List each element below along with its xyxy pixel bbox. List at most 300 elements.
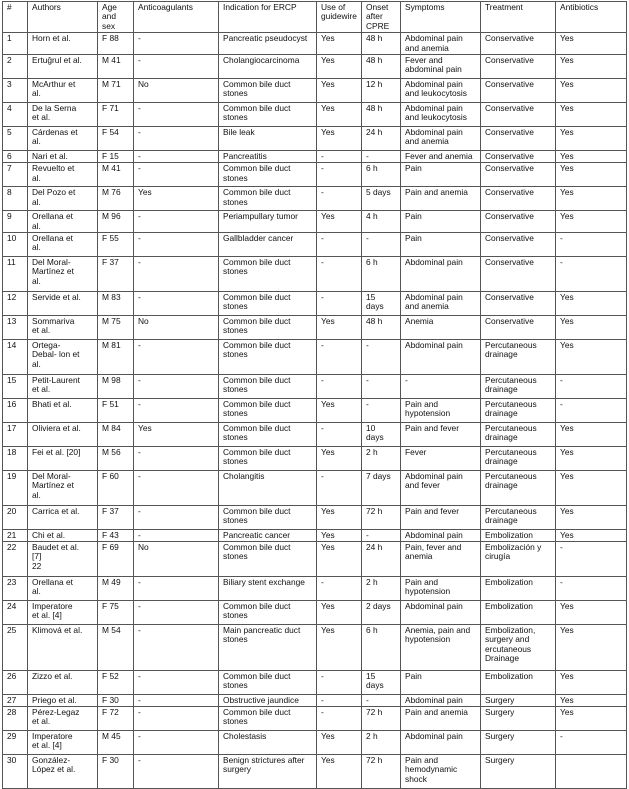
cell-symptoms: Pain	[401, 163, 481, 187]
cell-onset: -	[362, 529, 401, 541]
table-row	[3, 102, 627, 126]
cell-symptoms: Pain and anemia	[401, 187, 481, 211]
cell-age-sex: F 71	[98, 102, 134, 126]
cell-anticoagulants: -	[134, 339, 219, 374]
cell-onset: 15 days	[362, 670, 401, 694]
column-header-guidewire: Use of guidewire	[317, 2, 362, 33]
table-row	[3, 754, 627, 788]
cell-anticoagulants: -	[134, 576, 219, 600]
cell-antibiotics: Yes	[556, 33, 627, 55]
column-header-case-number: #	[3, 2, 28, 33]
cell-treatment: Percutaneous drainage	[481, 505, 556, 529]
cell-symptoms: Anemia, pain and hypotension	[401, 624, 481, 670]
cell-onset: 72 h	[362, 505, 401, 529]
cell-anticoagulants: -	[134, 600, 219, 624]
cell-age-sex: M 98	[98, 374, 134, 398]
cell-onset: 2 h	[362, 446, 401, 470]
cell-guidewire: Yes	[317, 54, 362, 78]
cell-indication: Bile leak	[219, 126, 317, 150]
cell-age-sex: M 45	[98, 730, 134, 754]
cell-age-sex: F 43	[98, 529, 134, 541]
cell-age-sex: F 37	[98, 505, 134, 529]
cell-case-number: 13	[3, 315, 28, 339]
table-row	[3, 291, 627, 315]
column-header-symptoms: Symptoms	[401, 2, 481, 33]
cell-treatment: Embolización y cirugía	[481, 541, 556, 576]
cell-onset: -	[362, 374, 401, 398]
cell-antibiotics: Yes	[556, 600, 627, 624]
cell-onset: -	[362, 232, 401, 256]
cell-indication: Biliary stent exchange	[219, 576, 317, 600]
cell-guidewire: Yes	[317, 33, 362, 55]
table-row	[3, 398, 627, 422]
cell-treatment: Percutaneous drainage	[481, 446, 556, 470]
cell-case-number: 7	[3, 163, 28, 187]
cell-guidewire: Yes	[317, 211, 362, 233]
cell-guidewire: Yes	[317, 624, 362, 670]
cell-treatment: Percutaneous drainage	[481, 374, 556, 398]
cell-anticoagulants: -	[134, 232, 219, 256]
cell-antibiotics: Yes	[556, 529, 627, 541]
cell-case-number: 28	[3, 706, 28, 730]
cell-guidewire: Yes	[317, 505, 362, 529]
cell-anticoagulants: -	[134, 529, 219, 541]
cell-treatment: Embolization	[481, 529, 556, 541]
column-header-age-sex: Age and sex	[98, 2, 134, 33]
table-row	[3, 446, 627, 470]
cell-anticoagulants: -	[134, 694, 219, 706]
cell-anticoagulants: -	[134, 33, 219, 55]
cell-symptoms: Abdominal pain and anemia	[401, 33, 481, 55]
cell-onset: 24 h	[362, 541, 401, 576]
cell-symptoms: Pain	[401, 670, 481, 694]
cell-antibiotics: -	[556, 730, 627, 754]
cell-case-number: 19	[3, 470, 28, 505]
cell-treatment: Conservative	[481, 150, 556, 162]
cell-anticoagulants: -	[134, 730, 219, 754]
cell-treatment: Surgery	[481, 730, 556, 754]
cell-treatment: Conservative	[481, 187, 556, 211]
cell-anticoagulants: -	[134, 670, 219, 694]
cell-case-number: 9	[3, 211, 28, 233]
cell-case-number: 24	[3, 600, 28, 624]
cell-age-sex: F 54	[98, 126, 134, 150]
cell-treatment: Conservative	[481, 102, 556, 126]
cell-antibiotics: -	[556, 398, 627, 422]
cell-guidewire: -	[317, 576, 362, 600]
cell-case-number: 18	[3, 446, 28, 470]
cell-indication: Common bile duct stones	[219, 102, 317, 126]
cell-authors: Nari et al.	[28, 150, 98, 162]
cell-antibiotics: Yes	[556, 187, 627, 211]
cell-age-sex: M 81	[98, 339, 134, 374]
cell-case-number: 5	[3, 126, 28, 150]
cell-guidewire: -	[317, 374, 362, 398]
cell-anticoagulants: -	[134, 256, 219, 291]
cell-onset: 48 h	[362, 315, 401, 339]
cell-onset: 48 h	[362, 33, 401, 55]
cell-onset: 48 h	[362, 54, 401, 78]
cell-anticoagulants: No	[134, 541, 219, 576]
cell-age-sex: F 72	[98, 706, 134, 730]
cell-treatment: Embolization, surgery and ercutaneous Drainage	[481, 624, 556, 670]
cell-age-sex: F 15	[98, 150, 134, 162]
cell-symptoms: Abdominal pain	[401, 694, 481, 706]
cell-onset: 2 days	[362, 600, 401, 624]
cell-symptoms: Fever	[401, 446, 481, 470]
cell-symptoms: Abdominal pain	[401, 600, 481, 624]
cell-treatment: Conservative	[481, 211, 556, 233]
cell-indication: Common bile duct stones	[219, 339, 317, 374]
cell-onset: -	[362, 694, 401, 706]
cell-onset: 2 h	[362, 576, 401, 600]
cell-case-number: 15	[3, 374, 28, 398]
cell-case-number: 25	[3, 624, 28, 670]
cell-case-number: 10	[3, 232, 28, 256]
cell-age-sex: M 71	[98, 78, 134, 102]
cell-symptoms: Pain, fever and anemia	[401, 541, 481, 576]
cell-authors: Baudet et al. [7] 22	[28, 541, 98, 576]
cell-guidewire: -	[317, 422, 362, 446]
cell-guidewire: -	[317, 150, 362, 162]
cell-case-number: 20	[3, 505, 28, 529]
cell-treatment: Embolization	[481, 600, 556, 624]
cell-antibiotics: -	[556, 374, 627, 398]
cell-treatment: Percutaneous drainage	[481, 470, 556, 505]
cell-guidewire: Yes	[317, 730, 362, 754]
cell-indication: Common bile duct stones	[219, 706, 317, 730]
cell-age-sex: F 52	[98, 670, 134, 694]
cell-antibiotics: Yes	[556, 291, 627, 315]
cell-guidewire: Yes	[317, 398, 362, 422]
cell-indication: Common bile duct stones	[219, 541, 317, 576]
cell-case-number: 1	[3, 33, 28, 55]
table-row	[3, 600, 627, 624]
cell-guidewire: Yes	[317, 102, 362, 126]
cell-onset: 2 h	[362, 730, 401, 754]
cell-guidewire: Yes	[317, 754, 362, 788]
cell-guidewire: -	[317, 256, 362, 291]
table-row	[3, 54, 627, 78]
table-row	[3, 541, 627, 576]
cell-symptoms: -	[401, 374, 481, 398]
cell-onset: 72 h	[362, 706, 401, 730]
cell-authors: Ortega- Debal- lon et al.	[28, 339, 98, 374]
cell-antibiotics: Yes	[556, 163, 627, 187]
cell-onset: 48 h	[362, 102, 401, 126]
cell-indication: Common bile duct stones	[219, 422, 317, 446]
cell-treatment: Percutaneous drainage	[481, 422, 556, 446]
cell-authors: Imperatore et al. [4]	[28, 600, 98, 624]
cell-case-number: 22	[3, 541, 28, 576]
cell-age-sex: F 30	[98, 754, 134, 788]
cell-case-number: 3	[3, 78, 28, 102]
cell-symptoms: Abdominal pain and leukocytosis	[401, 78, 481, 102]
cell-authors: Del Pozo et al.	[28, 187, 98, 211]
cell-authors: Fei et al. [20]	[28, 446, 98, 470]
cell-onset: -	[362, 398, 401, 422]
cell-case-number: 12	[3, 291, 28, 315]
cell-authors: Ertuğrul et al.	[28, 54, 98, 78]
cell-antibiotics: Yes	[556, 470, 627, 505]
cell-authors: Zizzo et al.	[28, 670, 98, 694]
cell-age-sex: M 75	[98, 315, 134, 339]
cell-case-number: 8	[3, 187, 28, 211]
cell-indication: Cholestasis	[219, 730, 317, 754]
table-row	[3, 232, 627, 256]
cell-authors: Imperatore et al. [4]	[28, 730, 98, 754]
cell-authors: Chi et al.	[28, 529, 98, 541]
table-body	[3, 33, 627, 789]
cell-symptoms: Pain and hypotension	[401, 576, 481, 600]
column-header-authors: Authors	[28, 2, 98, 33]
cell-symptoms: Pain	[401, 232, 481, 256]
cell-authors: Servide et al.	[28, 291, 98, 315]
cell-symptoms: Abdominal pain and fever	[401, 470, 481, 505]
cell-anticoagulants: No	[134, 315, 219, 339]
cell-symptoms: Fever and abdominal pain	[401, 54, 481, 78]
column-header-anticoagulants: Anticoagulants	[134, 2, 219, 33]
table-row	[3, 126, 627, 150]
cell-symptoms: Anemia	[401, 315, 481, 339]
cell-guidewire: Yes	[317, 600, 362, 624]
cell-age-sex: M 49	[98, 576, 134, 600]
cell-case-number: 16	[3, 398, 28, 422]
cell-authors: McArthur et al.	[28, 78, 98, 102]
cell-authors: Revuelto et al.	[28, 163, 98, 187]
cell-case-number: 6	[3, 150, 28, 162]
cell-antibiotics: Yes	[556, 315, 627, 339]
cell-symptoms: Pain and fever	[401, 505, 481, 529]
column-header-onset: Onset after CPRE	[362, 2, 401, 33]
cell-anticoagulants: Yes	[134, 422, 219, 446]
cell-antibiotics: -	[556, 576, 627, 600]
cell-anticoagulants: -	[134, 163, 219, 187]
cell-guidewire: -	[317, 232, 362, 256]
cell-anticoagulants: No	[134, 78, 219, 102]
cell-guidewire: -	[317, 187, 362, 211]
cell-treatment: Surgery	[481, 694, 556, 706]
cell-authors: González- López et al.	[28, 754, 98, 788]
table-row	[3, 33, 627, 55]
cell-antibiotics: Yes	[556, 670, 627, 694]
table-row	[3, 670, 627, 694]
cell-treatment: Conservative	[481, 33, 556, 55]
table-row	[3, 422, 627, 446]
cell-age-sex: M 56	[98, 446, 134, 470]
cell-symptoms: Abdominal pain	[401, 529, 481, 541]
column-header-antibiotics: Antibiotics	[556, 2, 627, 33]
cell-indication: Common bile duct stones	[219, 505, 317, 529]
cell-guidewire: Yes	[317, 126, 362, 150]
cell-indication: Common bile duct stones	[219, 187, 317, 211]
cell-indication: Obstructive jaundice	[219, 694, 317, 706]
cell-indication: Common bile duct stones	[219, 163, 317, 187]
cell-indication: Pancreatitis	[219, 150, 317, 162]
cell-authors: Petit-Laurent et al.	[28, 374, 98, 398]
table-row	[3, 576, 627, 600]
cell-treatment: Conservative	[481, 315, 556, 339]
cell-antibiotics: Yes	[556, 694, 627, 706]
cell-authors: Del Moral- Martínez et al.	[28, 470, 98, 505]
cell-onset: 15 days	[362, 291, 401, 315]
cell-onset: 4 h	[362, 211, 401, 233]
cell-indication: Common bile duct stones	[219, 291, 317, 315]
cell-authors: Sommariva et al.	[28, 315, 98, 339]
cell-anticoagulants: -	[134, 470, 219, 505]
cell-case-number: 21	[3, 529, 28, 541]
cell-symptoms: Abdominal pain and leukocytosis	[401, 102, 481, 126]
cell-guidewire: -	[317, 163, 362, 187]
cell-symptoms: Pain and hypotension	[401, 398, 481, 422]
cell-case-number: 29	[3, 730, 28, 754]
cell-case-number: 11	[3, 256, 28, 291]
cell-symptoms: Abdominal pain	[401, 256, 481, 291]
cell-age-sex: F 55	[98, 232, 134, 256]
cell-authors: Bhati et al.	[28, 398, 98, 422]
cell-authors: Carrica et al.	[28, 505, 98, 529]
table-row	[3, 256, 627, 291]
cell-antibiotics: -	[556, 541, 627, 576]
cell-anticoagulants: -	[134, 54, 219, 78]
cell-onset: 72 h	[362, 754, 401, 788]
cell-guidewire: Yes	[317, 529, 362, 541]
cell-antibiotics: Yes	[556, 706, 627, 730]
cell-treatment: Conservative	[481, 291, 556, 315]
cell-antibiotics: Yes	[556, 102, 627, 126]
table-row	[3, 150, 627, 162]
cell-anticoagulants: -	[134, 211, 219, 233]
cell-indication: Gallbladder cancer	[219, 232, 317, 256]
cell-treatment: Conservative	[481, 232, 556, 256]
cell-anticoagulants: -	[134, 102, 219, 126]
cell-age-sex: M 54	[98, 624, 134, 670]
cell-treatment: Conservative	[481, 256, 556, 291]
cell-onset: 6 h	[362, 624, 401, 670]
cell-case-number: 17	[3, 422, 28, 446]
cell-age-sex: M 84	[98, 422, 134, 446]
cell-guidewire: -	[317, 670, 362, 694]
cell-authors: Priego et al.	[28, 694, 98, 706]
cell-authors: Del Moral- Martínez et al.	[28, 256, 98, 291]
cell-anticoagulants: -	[134, 291, 219, 315]
cell-onset: 5 days	[362, 187, 401, 211]
cell-symptoms: Pain and anemia	[401, 706, 481, 730]
cell-antibiotics: Yes	[556, 54, 627, 78]
cell-guidewire: -	[317, 706, 362, 730]
cell-antibiotics: Yes	[556, 446, 627, 470]
cell-age-sex: F 37	[98, 256, 134, 291]
cell-antibiotics: Yes	[556, 422, 627, 446]
cell-age-sex: M 76	[98, 187, 134, 211]
cell-antibiotics: Yes	[556, 150, 627, 162]
cell-case-number: 27	[3, 694, 28, 706]
cell-age-sex: F 60	[98, 470, 134, 505]
cell-anticoagulants: -	[134, 505, 219, 529]
cell-case-number: 4	[3, 102, 28, 126]
cell-symptoms: Abdominal pain and anemia	[401, 126, 481, 150]
cell-indication: Benign strictures after surgery	[219, 754, 317, 788]
cell-treatment: Conservative	[481, 163, 556, 187]
cell-treatment: Embolization	[481, 576, 556, 600]
cell-treatment: Percutaneous drainage	[481, 339, 556, 374]
cell-indication: Main pancreatic duct stones	[219, 624, 317, 670]
cell-age-sex: F 51	[98, 398, 134, 422]
cell-indication: Pancreatic pseudocyst	[219, 33, 317, 55]
cell-symptoms: Abdominal pain	[401, 339, 481, 374]
cell-guidewire: -	[317, 339, 362, 374]
table-row	[3, 211, 627, 233]
cell-authors: Klimová et al.	[28, 624, 98, 670]
cell-case-number: 2	[3, 54, 28, 78]
cell-indication: Common bile duct stones	[219, 600, 317, 624]
cell-anticoagulants: -	[134, 624, 219, 670]
cell-indication: Common bile duct stones	[219, 315, 317, 339]
cell-antibiotics: Yes	[556, 339, 627, 374]
cell-guidewire: -	[317, 291, 362, 315]
cell-guidewire: -	[317, 470, 362, 505]
cell-age-sex: F 69	[98, 541, 134, 576]
cell-antibiotics: -	[556, 232, 627, 256]
cell-anticoagulants: -	[134, 398, 219, 422]
cell-anticoagulants: Yes	[134, 187, 219, 211]
cell-symptoms: Pain	[401, 211, 481, 233]
table-row	[3, 706, 627, 730]
cell-anticoagulants: -	[134, 754, 219, 788]
cell-indication: Common bile duct stones	[219, 398, 317, 422]
cell-anticoagulants: -	[134, 446, 219, 470]
cell-authors: Pérez-Legaz et al.	[28, 706, 98, 730]
cell-anticoagulants: -	[134, 150, 219, 162]
cell-case-number: 30	[3, 754, 28, 788]
table-row	[3, 529, 627, 541]
cell-symptoms: Abdominal pain and anemia	[401, 291, 481, 315]
table-row	[3, 163, 627, 187]
cell-antibiotics: -	[556, 256, 627, 291]
cell-antibiotics: Yes	[556, 78, 627, 102]
cell-onset: 10 days	[362, 422, 401, 446]
cell-age-sex: M 41	[98, 163, 134, 187]
cell-authors: Horn et al.	[28, 33, 98, 55]
cell-anticoagulants: -	[134, 126, 219, 150]
cell-age-sex: M 83	[98, 291, 134, 315]
cell-authors: De la Serna et al.	[28, 102, 98, 126]
cell-guidewire: Yes	[317, 541, 362, 576]
cell-age-sex: F 75	[98, 600, 134, 624]
cell-indication: Common bile duct stones	[219, 670, 317, 694]
cell-onset: 6 h	[362, 256, 401, 291]
cell-treatment: Conservative	[481, 54, 556, 78]
table-row	[3, 374, 627, 398]
cell-authors: Orellana et al.	[28, 232, 98, 256]
cell-anticoagulants: -	[134, 374, 219, 398]
cell-antibiotics: Yes	[556, 505, 627, 529]
cell-authors: Oliviera et al.	[28, 422, 98, 446]
cell-onset: 7 days	[362, 470, 401, 505]
cell-onset: 24 h	[362, 126, 401, 150]
cell-indication: Cholangiocarcinoma	[219, 54, 317, 78]
cell-authors: Orellana et al.	[28, 576, 98, 600]
cell-antibiotics: Yes	[556, 624, 627, 670]
table-row	[3, 470, 627, 505]
cell-guidewire: -	[317, 694, 362, 706]
cell-age-sex: M 96	[98, 211, 134, 233]
cell-guidewire: Yes	[317, 446, 362, 470]
cell-indication: Common bile duct stones	[219, 446, 317, 470]
cell-anticoagulants: -	[134, 706, 219, 730]
cell-case-number: 26	[3, 670, 28, 694]
cell-treatment: Surgery	[481, 706, 556, 730]
